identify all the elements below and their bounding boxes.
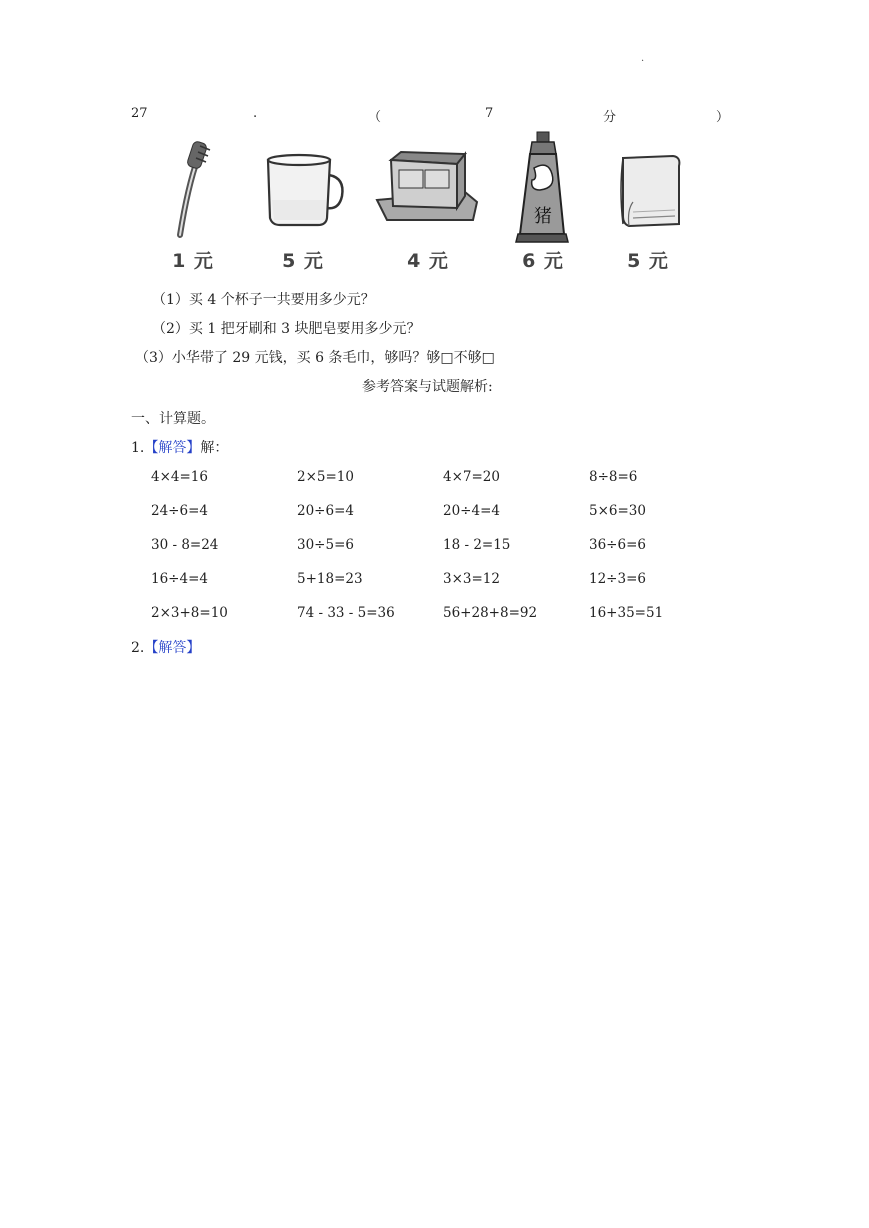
score-unit: 分 xyxy=(603,110,617,125)
answer-cell: 16÷4=4 xyxy=(151,571,208,587)
price-items xyxy=(148,130,708,275)
toothbrush-icon xyxy=(138,130,248,245)
question-number: 27 xyxy=(131,106,148,121)
answer-cell: 3×3=12 xyxy=(443,571,500,587)
answer-2-number: 2. xyxy=(131,640,145,656)
answer-cell: 2×5=10 xyxy=(297,469,354,485)
answer-cell: 4×4=16 xyxy=(151,469,208,485)
price-soap: 4 元 xyxy=(407,250,449,272)
soap-icon xyxy=(373,130,483,245)
answer-cell: 74 - 33 - 5=36 xyxy=(297,605,395,621)
answer-1-suffix: 解： xyxy=(200,440,229,456)
score-paren-open: （ xyxy=(368,110,382,125)
price-towel: 5 元 xyxy=(627,250,669,272)
price-cup: 5 元 xyxy=(282,250,324,272)
cup-icon xyxy=(248,130,358,245)
answer-1-tag: 【解答】 xyxy=(144,440,201,456)
answer-cell: 56+28+8=92 xyxy=(443,605,538,621)
price-toothbrush: 1 元 xyxy=(172,250,214,272)
toothpaste-label: 猪 xyxy=(534,206,552,227)
header-dot: · xyxy=(641,56,645,67)
answer-1-number: 1. xyxy=(131,440,145,456)
answer-cell: 16+35=51 xyxy=(589,605,664,621)
item-towel xyxy=(593,130,703,275)
answer-cell: 12÷3=6 xyxy=(589,571,646,587)
answer-cell: 20÷4=4 xyxy=(443,503,500,519)
sub-question-1: （1）买 4 个杯子一共要用多少元？ xyxy=(152,292,375,308)
price-toothpaste: 6 元 xyxy=(522,250,564,272)
answer-cell: 20÷6=4 xyxy=(297,503,354,519)
answer-cell: 2×3+8=10 xyxy=(151,605,228,621)
question-dot: . xyxy=(253,106,258,121)
toothpaste-icon xyxy=(488,130,598,245)
answer-cell: 30 - 8=24 xyxy=(151,537,219,553)
answer-cell: 8÷8=6 xyxy=(589,469,638,485)
item-toothbrush xyxy=(138,130,248,275)
score-paren-close: ） xyxy=(716,110,730,125)
answer-cell: 30÷5=6 xyxy=(297,537,354,553)
towel-icon xyxy=(593,130,703,245)
item-soap xyxy=(373,130,483,275)
item-toothpaste xyxy=(488,130,598,275)
answer-2-line xyxy=(131,637,200,657)
answer-cell: 5+18=23 xyxy=(297,571,363,587)
item-cup xyxy=(248,130,358,275)
answer-heading: 参考答案与试题解析: xyxy=(362,379,493,395)
section-title: 一、计算题。 xyxy=(131,411,215,427)
answer-2-tag: 【解答】 xyxy=(144,640,201,656)
answer-cell: 18 - 2=15 xyxy=(443,537,511,553)
sub-question-2: （2）买 1 把牙刷和 3 块肥皂要用多少元？ xyxy=(152,321,421,337)
score-value: 7 xyxy=(485,106,494,121)
answer-cell: 24÷6=4 xyxy=(151,503,208,519)
answer-cell: 5×6=30 xyxy=(589,503,646,519)
sub-question-3: （3）小华带了 29 元钱，买 6 条毛巾，够吗？够□不够□ xyxy=(135,350,495,366)
answer-cell: 4×7=20 xyxy=(443,469,500,485)
answer-cell: 36÷6=6 xyxy=(589,537,646,553)
answer-1-line xyxy=(131,437,228,457)
